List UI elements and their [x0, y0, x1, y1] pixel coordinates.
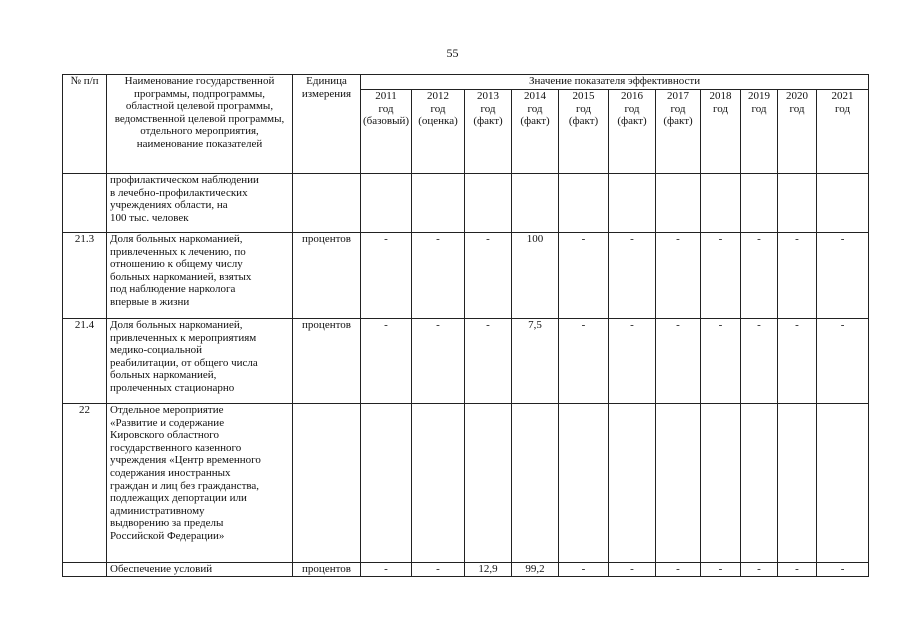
- row-value-2021: -: [817, 563, 869, 577]
- row-name-line: отношению к общему числу: [110, 258, 243, 271]
- row-name-line: пролеченных стационарно: [110, 381, 235, 394]
- row-number: 21.4: [63, 319, 107, 404]
- table-row: [63, 563, 869, 577]
- row-value-2013: -: [465, 233, 512, 319]
- row-value-2012: [412, 404, 465, 563]
- row-value-2020: [778, 404, 817, 563]
- row-value-2020: -: [778, 233, 817, 319]
- row-name: [107, 319, 293, 404]
- row-name-line: Отдельное мероприятие: [110, 404, 224, 416]
- row-name-line: учреждениях области, на: [110, 199, 228, 212]
- row-name-line: выдворению за пределы: [110, 517, 224, 530]
- row-number: 22: [63, 404, 107, 563]
- row-value-2019: -: [741, 319, 778, 404]
- row-value-2015: -: [559, 319, 609, 404]
- header-year-note: (факт): [473, 115, 503, 128]
- row-value-2014: 100: [512, 233, 559, 319]
- header-year-2018: [701, 90, 741, 174]
- header-year-year: 2015: [572, 90, 595, 102]
- row-value-2012: -: [412, 563, 465, 577]
- header-row: [63, 75, 869, 90]
- header-year-word: год: [575, 102, 592, 115]
- row-name-line: привлеченных к мероприятиям: [110, 331, 257, 344]
- row-name-line: под наблюдение нарколога: [110, 283, 236, 296]
- row-value-2020: [778, 174, 817, 233]
- header-year-2013: [465, 90, 512, 174]
- row-name-line: содержания иностранных: [110, 466, 231, 479]
- row-name: [107, 174, 293, 233]
- row-name-line: реабилитации, от общего числа: [110, 356, 258, 369]
- table-row: [63, 233, 869, 319]
- header-year-word: год: [751, 102, 767, 115]
- row-value-2018: [701, 174, 741, 233]
- indicator-table: [62, 74, 869, 577]
- row-name-line: государственного казенного: [110, 441, 242, 454]
- header-year-word: год: [527, 102, 543, 115]
- header-year-year: 2018: [709, 90, 732, 102]
- row-value-2012: [412, 174, 465, 233]
- row-value-2019: [741, 174, 778, 233]
- row-value-2017: [656, 404, 701, 563]
- row-value-2012: -: [412, 233, 465, 319]
- row-unit: процентов: [293, 319, 361, 404]
- row-name-line: больных наркоманией,: [110, 369, 217, 382]
- row-value-2017: -: [656, 563, 701, 577]
- header-year-word: год: [670, 102, 686, 115]
- header-year-note: (факт): [568, 115, 599, 128]
- row-value-2020: -: [778, 563, 817, 577]
- row-unit: процентов: [293, 233, 361, 319]
- row-value-2011: -: [361, 319, 412, 404]
- row-name-line: впервые в жизни: [110, 295, 190, 308]
- row-value-2016: [609, 404, 656, 563]
- row-name: [107, 563, 293, 577]
- row-value-2018: -: [701, 233, 741, 319]
- row-name-line: больных наркоманией, взятых: [110, 270, 252, 283]
- row-value-2017: [656, 174, 701, 233]
- page-number: 55: [446, 46, 459, 60]
- header-year-note: (оценка): [418, 115, 458, 128]
- row-value-2014: 99,2: [512, 563, 559, 577]
- row-value-2020: -: [778, 319, 817, 404]
- header-year-year: 2021: [831, 90, 854, 102]
- row-unit: [293, 174, 361, 233]
- row-value-2013: [465, 174, 512, 233]
- row-value-2021: [817, 174, 869, 233]
- row-value-2011: -: [361, 233, 412, 319]
- row-value-2017: -: [656, 233, 701, 319]
- header-year-2014: [512, 90, 559, 174]
- row-value-2015: [559, 404, 609, 563]
- header-year-year: 2017: [667, 90, 689, 102]
- header-year-word: год: [835, 102, 851, 115]
- table-row: [63, 319, 869, 404]
- row-name-line: Доля больных наркоманией,: [110, 233, 243, 245]
- row-number: [63, 174, 107, 233]
- row-value-2011: -: [361, 563, 412, 577]
- row-value-2014: [512, 404, 559, 563]
- header-year-year: 2016: [621, 90, 643, 102]
- row-name-line: граждан и лиц без гражданства,: [110, 479, 260, 492]
- row-value-2014: [512, 174, 559, 233]
- row-value-2011: [361, 174, 412, 233]
- row-value-2016: [609, 174, 656, 233]
- header-year-2021: [817, 90, 869, 174]
- row-value-2021: -: [817, 233, 869, 319]
- header-num: № п/п: [63, 75, 107, 174]
- header-year-year: 2013: [477, 90, 499, 102]
- row-value-2017: -: [656, 319, 701, 404]
- header-year-note: (базовый): [363, 115, 410, 128]
- header-year-2019: [741, 90, 778, 174]
- row-value-2019: [741, 404, 778, 563]
- header-year-year: 2012: [427, 90, 449, 102]
- row-name: [107, 233, 293, 319]
- row-name-line: привлеченных к лечению, по: [110, 245, 246, 258]
- header-year-note: (факт): [520, 115, 550, 128]
- header-year-year: 2011: [375, 90, 397, 102]
- row-value-2019: -: [741, 563, 778, 577]
- row-value-2013: 12,9: [465, 563, 512, 577]
- row-name-line: подлежащих депортации или: [110, 492, 247, 505]
- row-value-2021: -: [817, 319, 869, 404]
- row-value-2011: [361, 404, 412, 563]
- header-year-year: 2020: [786, 90, 808, 102]
- row-value-2016: -: [609, 233, 656, 319]
- row-value-2018: -: [701, 563, 741, 577]
- header-indicator-group: Значение показателя эффективности: [361, 75, 869, 90]
- row-value-2015: -: [559, 233, 609, 319]
- header-year-word: год: [789, 102, 805, 115]
- row-value-2014: 7,5: [512, 319, 559, 404]
- header-year-2012: [412, 90, 465, 174]
- row-value-2015: -: [559, 563, 609, 577]
- table-row: [63, 404, 869, 563]
- row-value-2016: -: [609, 319, 656, 404]
- header-year-year: 2019: [748, 90, 770, 102]
- header-year-word: год: [378, 102, 394, 115]
- row-unit: процентов: [293, 563, 361, 577]
- header-year-word: год: [480, 102, 496, 115]
- row-name-line: «Развитие и содержание: [110, 416, 225, 429]
- row-unit: [293, 404, 361, 563]
- header-year-note: (факт): [617, 115, 647, 128]
- row-value-2018: -: [701, 319, 741, 404]
- table-row: [63, 174, 869, 233]
- row-name-line: административному: [110, 504, 205, 517]
- header-year-2015: [559, 90, 609, 174]
- row-name-line: медико-социальной: [110, 344, 203, 357]
- row-name-line: профилактическом наблюдении: [110, 174, 259, 186]
- header-year-2011: [361, 90, 412, 174]
- header-unit: Единица измерения: [293, 75, 361, 174]
- row-name: [107, 404, 293, 563]
- header-name: Наименование государственной программы, подпрограммы, областной целевой программы, ведомственной целевой программы, отдельного мероприятия, наименование показателей: [107, 75, 293, 174]
- row-value-2015: [559, 174, 609, 233]
- row-value-2016: -: [609, 563, 656, 577]
- row-value-2018: [701, 404, 741, 563]
- row-value-2013: -: [465, 319, 512, 404]
- header-year-2017: [656, 90, 701, 174]
- row-value-2021: [817, 404, 869, 563]
- row-value-2012: -: [412, 319, 465, 404]
- header-year-note: (факт): [663, 115, 693, 128]
- header-year-word: год: [624, 102, 640, 115]
- row-value-2013: [465, 404, 512, 563]
- row-number: [63, 563, 107, 577]
- header-year-word: год: [712, 102, 729, 115]
- row-name-line: Кировского областного: [110, 429, 220, 442]
- row-value-2019: -: [741, 233, 778, 319]
- row-name-line: в лечебно-профилактических: [110, 186, 248, 199]
- row-name-line: учреждения «Центр временного: [110, 454, 261, 467]
- row-name-line: Доля больных наркоманией,: [110, 319, 243, 331]
- header-year-word: год: [430, 102, 446, 115]
- row-name-line: 100 тыс. человек: [110, 211, 189, 224]
- row-name-line: Обеспечение условий: [110, 563, 213, 575]
- header-year-year: 2014: [524, 90, 546, 102]
- row-number: 21.3: [63, 233, 107, 319]
- header-year-2016: [609, 90, 656, 174]
- row-name-line: Российской Федерации»: [110, 529, 225, 542]
- header-year-2020: [778, 90, 817, 174]
